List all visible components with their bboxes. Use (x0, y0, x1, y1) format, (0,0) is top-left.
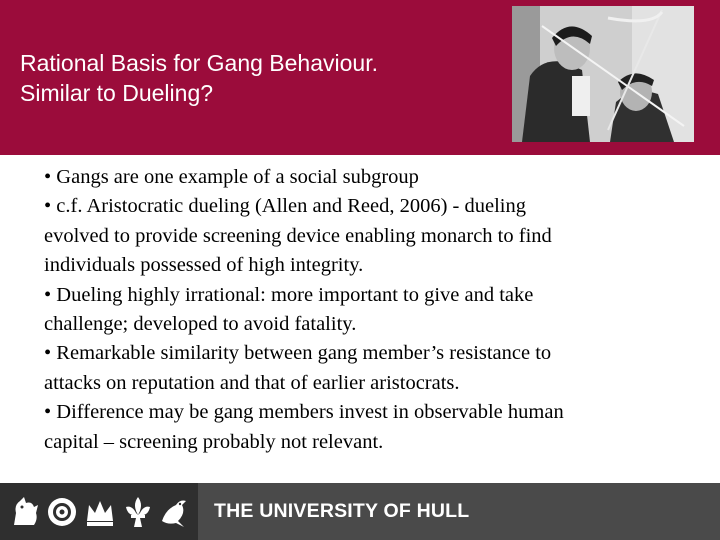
bird-icon (158, 495, 190, 529)
bullet-line: • c.f. Aristocratic dueling (Allen and Reed, 2006) - dueling (44, 195, 526, 218)
header-band (0, 0, 720, 155)
crown-icon (84, 495, 116, 529)
lion-icon (10, 495, 42, 529)
bullet-line: • Gangs are one example of a social subgroup (44, 166, 419, 188)
bullet-line: • Dueling highly irrational: more important to give and take (44, 283, 534, 306)
slide-title-line: Similar to Dueling? (20, 80, 214, 106)
duel-photo-image (512, 6, 694, 142)
footer-bar (0, 483, 720, 540)
fleur-de-lis-icon (122, 495, 154, 529)
bullet-line: individuals possessed of high integrity. (44, 254, 364, 277)
bullet-line: challenge; developed to avoid fatality. (44, 313, 357, 336)
bullet-list (44, 163, 664, 457)
bullet-line: capital – screening probably not relevant. (44, 430, 384, 453)
duel-photo (512, 6, 694, 142)
rose-icon (46, 495, 78, 529)
slide-title (20, 48, 490, 108)
bullet-line: evolved to provide screening device enabling monarch to find (44, 224, 552, 247)
university-crests (0, 483, 198, 540)
university-wordmark: THE UNIVERSITY OF HULL (214, 500, 470, 522)
bullet-line: • Difference may be gang members invest in observable human (44, 401, 564, 424)
bullet-line: • Remarkable similarity between gang member’s resistance to (44, 342, 552, 365)
bullet-line: attacks on reputation and that of earlier aristocrats. (44, 371, 460, 394)
slide-title-line: Rational Basis for Gang Behaviour. (20, 50, 378, 76)
